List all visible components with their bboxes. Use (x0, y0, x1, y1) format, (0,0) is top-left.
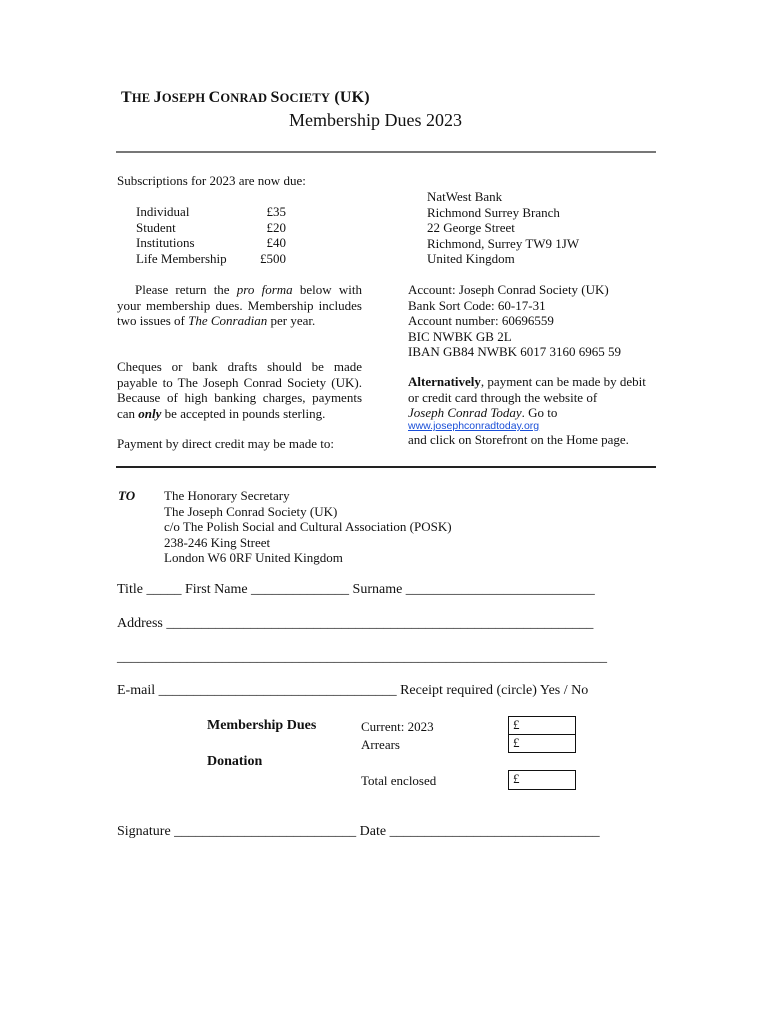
name-fields-line[interactable]: Title _____ First Name ______________ Surname ___________________________ (117, 582, 595, 597)
return-text: per year. (267, 313, 316, 328)
pound-symbol: £ (513, 735, 520, 750)
alternatively-text: Alternatively (408, 374, 481, 389)
bank-address-line: NatWest Bank (427, 189, 503, 204)
to-address-line: The Joseph Conrad Society (UK) (164, 503, 338, 519)
rate-label: Life Membership (136, 250, 227, 266)
bank-address-line: Richmond Surrey Branch (427, 204, 560, 220)
account-line: Account: Joseph Conrad Society (UK) (408, 282, 609, 297)
cheques-text: Cheques or bank drafts should be made payable to The Joseph Conrad Society (UK). Because of high banking charges, payments can (117, 359, 362, 421)
title-part: ONRAD (220, 91, 271, 105)
account-line: IBAN GB84 NWBK 6017 3160 6965 59 (408, 344, 622, 359)
alternative-text: , payment can be made by debit or credit card through the website of (408, 374, 646, 405)
rate-row (136, 251, 286, 267)
signature-date-line[interactable]: Signature __________________________ Date ______________________________ (117, 824, 600, 839)
to-address-line: The Honorary Secretary (164, 488, 290, 503)
subscriptions-intro: Subscriptions for 2023 are now due: (117, 173, 306, 188)
middle-divider (116, 466, 656, 468)
to-address-line: c/o The Polish Social and Cultural Association (POSK) (164, 519, 452, 534)
goto-text: . Go to (521, 405, 558, 420)
account-line: BIC NWBK GB 2L (408, 328, 512, 344)
arrears-label: Arrears (361, 737, 400, 752)
conradian-text: The Conradian (188, 313, 268, 328)
rate-amount: £20 (266, 219, 286, 235)
to-label: TO (118, 488, 136, 503)
title-part: HE (131, 91, 154, 105)
account-line: Account number: 60696559 (408, 313, 554, 328)
direct-credit-text: Payment by direct credit may be made to: (117, 436, 334, 451)
rate-amount: £35 (266, 204, 286, 219)
donation-label: Donation (207, 754, 263, 769)
current-amount-box[interactable] (508, 716, 576, 735)
title-part: (UK) (330, 89, 370, 106)
storefront-text: and click on Storefront on the Home page. (408, 432, 629, 447)
title-part: J (153, 89, 162, 106)
website-link[interactable]: www.josephconradtoday.org (408, 420, 540, 432)
rate-row (136, 204, 286, 220)
bank-account-details (408, 282, 621, 360)
rate-row (136, 235, 286, 251)
current-label: Current: 2023 (361, 719, 434, 734)
to-address-line: 238-246 King Street (164, 534, 271, 550)
pro-forma-text: pro forma (236, 282, 293, 297)
cheques-paragraph (117, 359, 362, 421)
return-text: Please return the (135, 282, 237, 297)
only-text: only (138, 405, 162, 421)
rate-label: Institutions (136, 235, 195, 250)
rate-row (136, 220, 286, 236)
page-subtitle: Membership Dues 2023 (289, 110, 462, 130)
title-part: T (121, 89, 132, 106)
page-title (121, 89, 370, 107)
bank-address-line: United Kingdom (427, 251, 515, 266)
top-divider (116, 151, 656, 153)
return-text: below with your membership dues. Membership includes two issues of (117, 282, 362, 328)
address-field-line[interactable]: Address _____________________________________________________________ (117, 616, 594, 631)
account-line: Bank Sort Code: 60-17-31 (408, 297, 546, 313)
bank-address (427, 189, 579, 267)
email-field-line[interactable]: E-mail __________________________________ Receipt required (circle) Yes / No (117, 683, 589, 698)
title-part: OCIETY (279, 91, 331, 105)
title-part: S (270, 89, 280, 106)
to-address (164, 488, 452, 566)
rate-amount: £40 (266, 235, 286, 250)
rate-label: Individual (136, 204, 190, 219)
title-part: C (208, 89, 221, 106)
cheques-text: be accepted in pounds sterling. (161, 405, 326, 421)
membership-dues-label: Membership Dues (207, 718, 317, 733)
address-field-line-2[interactable]: ______________________________________________________________________ (117, 650, 607, 665)
total-amount-box[interactable] (508, 770, 576, 790)
to-address-line: London W6 0RF United Kingdom (164, 550, 343, 565)
bank-address-line: 22 George Street (427, 220, 515, 235)
rate-amount: £500 (260, 250, 286, 266)
title-part: OSEPH (161, 91, 209, 105)
pound-symbol: £ (513, 771, 520, 786)
rate-label: Student (136, 219, 176, 235)
pound-symbol: £ (513, 717, 520, 732)
return-paragraph (117, 282, 362, 329)
total-label: Total enclosed (361, 773, 437, 788)
bank-address-line: Richmond, Surrey TW9 1JW (427, 235, 580, 251)
alternative-payment (408, 374, 653, 421)
arrears-amount-box[interactable] (508, 734, 576, 753)
jct-text: Joseph Conrad Today (408, 405, 522, 420)
